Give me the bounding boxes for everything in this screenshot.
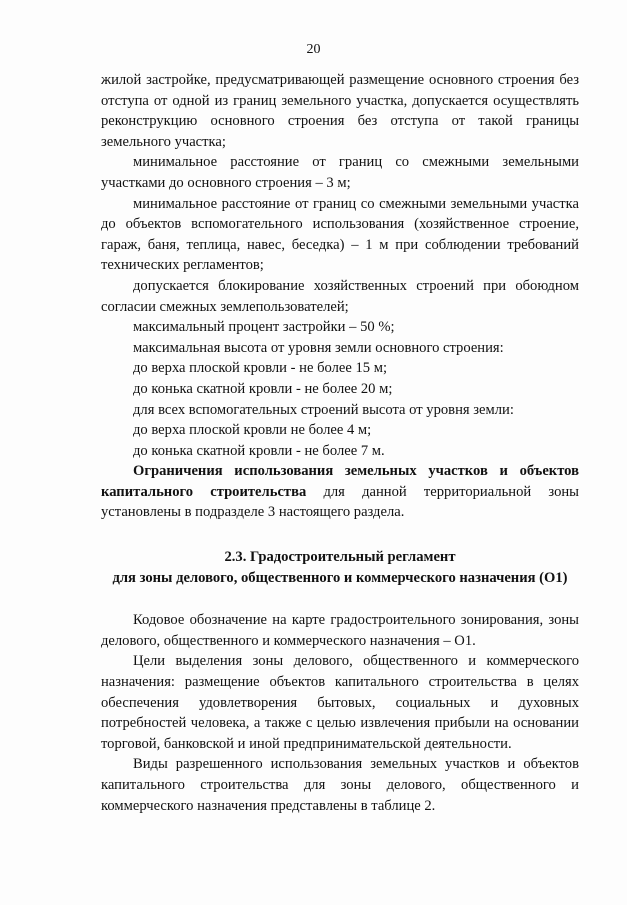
restrictions-bold-text: Ограничения использования земельных участков и объектов капитального строительства [101, 463, 579, 500]
document-body [101, 70, 579, 816]
paragraph-max-height: максимальная высота от уровня земли основного строения: [133, 339, 504, 356]
paragraph-max-percent: максимальный процент застройки – 50 %; [133, 319, 395, 336]
paragraph-permitted-uses: Виды разрешенного использования земельных участков и объектов капитального строительства для зоны делового, общественного и коммерческого назначения представлены в таблице 2. [101, 756, 579, 814]
paragraph-flat-roof-main: до верха плоской кровли - не более 15 м; [133, 360, 388, 377]
paragraph-auxiliary-height: для всех вспомогательных строений высота от уровня земли: [133, 401, 514, 418]
paragraph-min-distance-auxiliary: минимальное расстояние от границ со смежными земельными участка до объектов вспомогательного использования (хозяйственное строение, гараж, баня, теплица, навес, беседка) – 1 м при соблюдении требований технических регламентов; [101, 195, 579, 274]
paragraph-code-designation: Кодовое обозначение на карте градостроительного зонирования, зоны делового, общественного и коммерческого назначения – О1. [101, 612, 579, 649]
paragraph-pitched-roof-main: до конька скатной кровли - не более 20 м; [133, 380, 393, 397]
paragraph-min-distance-main: минимальное расстояние от границ со смежными земельными участками до основного строения – 3 м; [101, 154, 579, 191]
paragraph-pitched-roof-aux: до конька скатной кровли - не более 7 м. [133, 442, 385, 459]
paragraph-flat-roof-aux: до верха плоской кровли не более 4 м; [133, 422, 372, 439]
section-title-line1: 2.3. Градостроительный регламент [224, 549, 456, 566]
paragraph-zone-goals: Цели выделения зоны делового, общественного и коммерческого назначения: размещение объектов капитального строительства в целях обеспечения удовлетворения бытовых, социальных и духовных потребностей человека, а также с целью извлечения прибыли на основании торговой, банковской и иной предпринимательской деятельности. [101, 653, 579, 752]
section-title-line2: для зоны делового, общественного и коммерческого назначения (О1) [112, 569, 568, 586]
restrictions-text: для данной территориальной зоны установлены в подразделе 3 настоящего раздела. [101, 483, 579, 521]
paragraph-restrictions [101, 461, 579, 523]
paragraph-continuation: жилой застройке, предусматривающей размещение основного строения без отступа от одной из границ земельного участка, допускается осуществлять реконструкцию основного строения без отступа от такой границы земельного участка; [101, 72, 579, 150]
paragraph-blocking: допускается блокирование хозяйственных строений при обоюдном согласии смежных землепользователей; [101, 277, 579, 315]
page-number: 20 [306, 42, 321, 57]
